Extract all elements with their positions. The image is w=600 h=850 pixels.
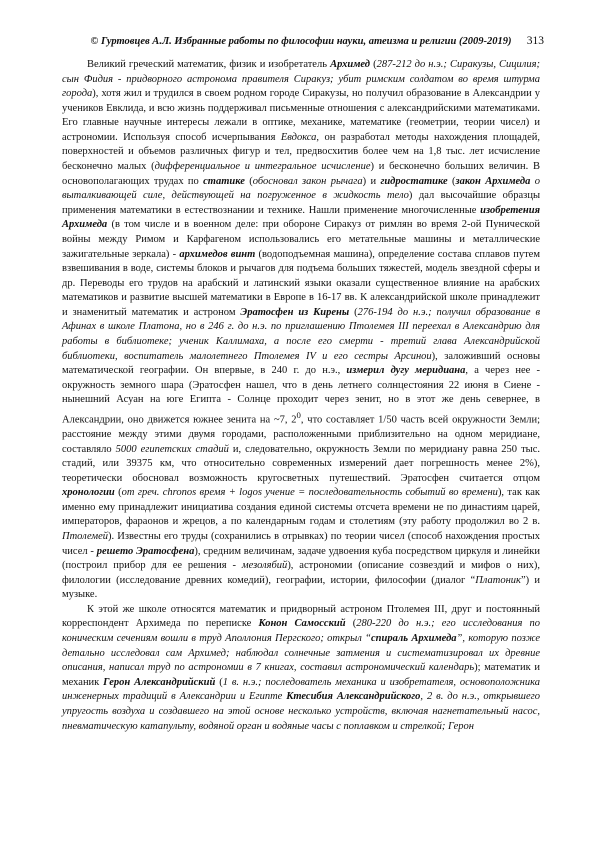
italic-name: Евдокса [280, 131, 317, 143]
term-inventions: изобретения Архимеда [62, 204, 540, 231]
italic-note: 280-220 до н.э.; его исследования по коническим сечениям вошли в труд Аполлония Пергского; открыл “ [62, 618, 540, 645]
italic-name: Птолемей [62, 531, 109, 542]
text-run: Великий греческий математик, физик и изобретатель [87, 59, 331, 70]
text-run: ). Известны его труды (сохранились в отрывках) по теории чисел (способ нахождения простых чисел - [62, 531, 540, 557]
text-run: (в том числе и в военном деле: при обороне Сиракуз от римлян во время 2-ой Пунической войны между Римом и Карфагеном использовались его метательные машины и металлические зажигательные зеркала) - [62, 219, 540, 260]
degree-superscript: 0 [296, 409, 301, 420]
text-run: ), заложивший основы математической географии. Он впервые, в 240 г. до н.э., [62, 350, 540, 377]
text-run: ”) и музыке. [62, 574, 541, 601]
text-run: ), так как именно ему принадлежит инициатива создания единой системы отсчета времени не по династиям царей, императоров, фараонов и жрецов, а по календарным годам и столетиям (эту работу продолжил во 2 в. [62, 487, 540, 528]
text-run: ( [244, 175, 253, 187]
text-run: ( [345, 618, 357, 630]
text-run: ), астрономии (описание созвездий и мифов о них), филологии (исследование древних комедий), географии, истории, философии (диалог “ [62, 560, 540, 586]
running-header [60, 36, 542, 47]
text-run: ) и бесконечно больших величин. В основополагающих трудах по [62, 161, 541, 187]
text-run: , он разработал методы нахождения площадей, поверхностей и объемов различных фигур и тел, предвосхитив более чем на 1,8 тыс. лет исчисление бесконечно малых ( [62, 131, 540, 173]
text-run: ( [349, 306, 358, 318]
italic-note: дифференциальное и интегральное исчисление [154, 161, 371, 173]
text-run: (водоподъемная машина), определение состава сплавов путем взвешивания в воде, системы блоков и рычагов для подъема больших тяжестей, модель звездной сферы и др. Переводы его трудов на арабский и латинский языки оказали существенное влияние на арабских математиков и развитие высшей математики в Европе в 16-17 вв. К александрийской школе принадлежит и знаменитый математик и астроном [62, 248, 540, 318]
text-run: К этой же школе относятся математик и придворный астроном Птолемея III, друг и постоянный корреспондент Архимеда по переписке [62, 603, 540, 630]
text-run: , а через нее - окружность земного шара (Эратосфен нашел, что в день летнего солнцестояния 22 июня в Сиене - нынешний Асуан на юге Египта - Солнце проходит через зенит, но в этот же день севернее, в Александрии, оно движется южнее зенита на ~7, 2 [62, 365, 540, 426]
italic-note: о выталкивающей силе, действующей на погруженное в жидкость тело [62, 175, 540, 202]
text-run: ( [370, 59, 377, 70]
text-run: ); математик и механик [62, 662, 540, 688]
italic-note: 287-212 до н.э.; Сиракузы, Сицилия; сын Фидия - придворного астронома правителя Сиракуз; убит римским солдатом во время штурма города [62, 59, 540, 100]
header-title: © Гуртовцев А.Л. Избранные работы по философии науки, атеизма и религии (2009-2019) [90, 36, 512, 47]
text-run: и, следовательно, окружность Земли по меридиану равна 250 тыс. стадий, или 39375 км, что относительно современных измерений дает погрешность менее 2%), теоретически обосновал возможность кругосветных путешествий. Эратосфен считается отцом [62, 443, 540, 484]
text-run: ) и [362, 175, 381, 187]
text-run: ), хотя жил и трудился в своем родном городе Сиракузы, но получил образование в Александрии у учеников Евклида, и всю жизнь поддерживал письменные отношения с александрийскими математиками. Его главные научные интересы лежали в оптике, механике, математике (геометрии, теории чисел) и астрономии. Используя способ исчерпывания [62, 88, 540, 143]
paragraph-conon-heron [62, 603, 540, 734]
text-run: ( [114, 487, 122, 499]
italic-name: мезолябий [241, 560, 288, 572]
text-run: ( [447, 175, 456, 187]
term-heron: Герон Александрийский [103, 676, 216, 688]
term-statics: статике [203, 175, 245, 187]
italic-note: 276-194 до н.э.; получил образование в Афинах в школе Платона, но в 246 г. до н.э. по приглашению Птолемея III переехал в Александрию для работы в библиотеке; ученик Каллимаха, а после его смерти - третий глава Александрийской библиотеки, воспитатель малолетнего Птолемея IV и его сестры Арсинои [62, 306, 541, 362]
body-text [62, 58, 540, 734]
italic-name: Платоник [475, 574, 521, 586]
italic-note: обосновал закон рычага [252, 175, 363, 187]
term-archimedes-law: закон Архимеда [455, 175, 531, 187]
italic-note: 1 в. н.э.; последователь механика и изобретателя, основоположника инженерных традиций в Александрии и Египте [62, 676, 541, 703]
text-run: , что составляет 1/50 часть всей окружности Земли; расстояние между этими двумя городами, расположенными приблизительно на одном меридиане, составляло [62, 414, 541, 455]
term-sieve: решето Эратосфена [96, 545, 195, 557]
term-archimedes-screw: архимедов винт [179, 248, 256, 260]
italic-note: , 2 в. до н.э., открывшего упругость воздуха и создавшего на этой основе несколько устройств, включая нагнетательный насос, пневматическую катапульту, водяной орган и водяные часы с поплавком и стрелкой; Герон [62, 691, 540, 732]
italic-note: от греч. chronos время + logos учение = последовательность событий во времени [121, 487, 498, 499]
term-hydrostatics: гидростатике [380, 175, 448, 187]
text-run: ), средним величинам, задаче удвоения куба посредством циркуля и линейки (построил прибор для ее решения - [62, 545, 540, 572]
term-chronology: хронологии [62, 487, 115, 499]
page-number: 313 [526, 35, 544, 47]
term-eratosthenes: Эратосфен из Кирены [240, 306, 350, 318]
italic-note: ”, которую позже детально исследовал сам Архимед; наблюдал солнечные затмения и систематизировал их древние описания, написал труд по астрономии в 7 книгах, составил астрономический календарь [62, 633, 541, 674]
term-conon: Конон Самосский [258, 618, 346, 630]
italic-note: 5000 египетских стадий [115, 443, 229, 455]
term-archimedes: Архимед [330, 59, 370, 70]
paragraph-archimedes-eratosthenes [62, 58, 540, 603]
term-meridian-arc: измерил дугу меридиана [346, 365, 466, 377]
term-ctesibius: Ктесибия Александрийского [286, 691, 421, 703]
term-archimedes-spiral: спираль Архимеда [371, 633, 457, 645]
text-run: ) дал высочайшие образцы применения математики в естествознании и технике. Нашли применение многочисленные [62, 190, 541, 216]
text-run: ( [215, 676, 223, 688]
